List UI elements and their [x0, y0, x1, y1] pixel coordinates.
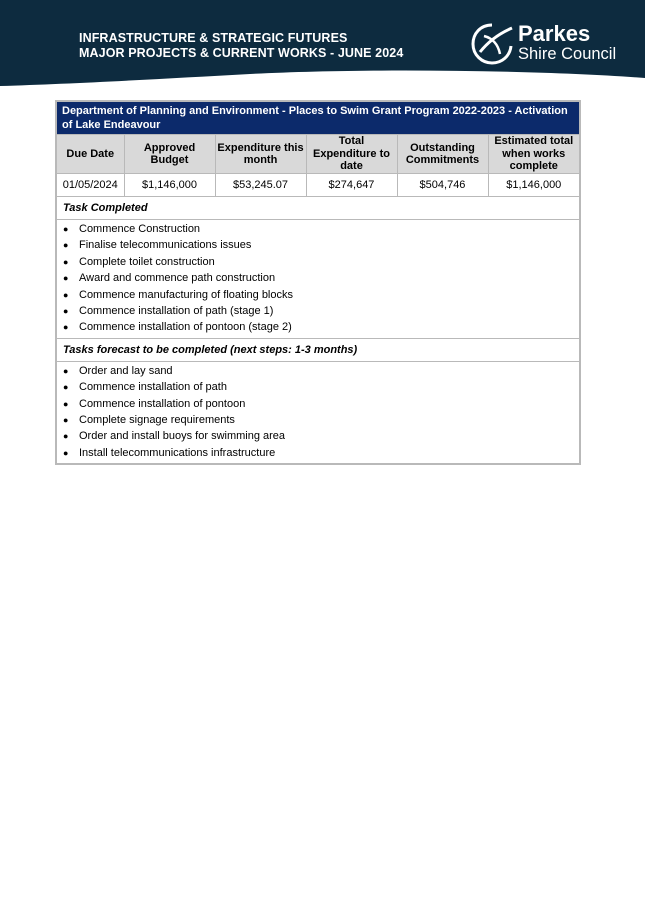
col-due-date: Due Date: [56, 135, 124, 174]
bullet-icon: ●: [63, 415, 69, 426]
task-text: Complete signage requirements: [79, 414, 235, 427]
col-expenditure-month: Expenditure this month: [215, 135, 306, 174]
forecast-heading: Tasks forecast to be completed (next steps: 1-3 months): [56, 338, 580, 361]
task-item: [63, 221, 573, 237]
task-text: Commence installation of path: [79, 381, 227, 394]
bullet-icon: ●: [63, 447, 69, 458]
task-item: [63, 287, 573, 303]
header-titles: [79, 31, 403, 61]
header-title-line2: MAJOR PROJECTS & CURRENT WORKS - JUNE 2024: [79, 46, 404, 60]
bullet-icon: ●: [63, 431, 69, 442]
completed-heading: Task Completed: [56, 197, 580, 220]
col-approved-budget: Approved Budget: [124, 135, 215, 174]
bullet-icon: ●: [63, 382, 69, 393]
logo-subtitle: Shire Council: [518, 45, 617, 63]
task-item: [63, 254, 573, 270]
header-title-line1: INFRASTRUCTURE & STRATEGIC FUTURES: [79, 31, 348, 45]
col-estimated-total: Estimated total when works complete: [488, 135, 580, 174]
val-estimated-total: $1,146,000: [488, 174, 580, 197]
val-expenditure-month: $53,245.07: [215, 174, 306, 197]
bullet-icon: ●: [63, 306, 69, 317]
bullet-icon: ●: [63, 224, 69, 234]
task-item: [63, 379, 573, 395]
task-text: Commence manufacturing of floating blocks: [79, 288, 293, 301]
col-total-expenditure: Total Expenditure to date: [306, 135, 397, 174]
task-text: Finalise telecommunications issues: [79, 239, 252, 252]
forecast-task-list: [63, 363, 573, 461]
task-item: [63, 303, 573, 319]
value-row: [56, 174, 580, 197]
task-item: [63, 412, 573, 428]
logo-name: Parkes: [518, 21, 591, 46]
val-outstanding-commitments: $504,746: [397, 174, 488, 197]
val-approved-budget: $1,146,000: [124, 174, 215, 197]
page-header: [0, 0, 645, 86]
val-total-expenditure: $274,647: [306, 174, 397, 197]
task-text: Order and install buoys for swimming area: [79, 430, 286, 443]
bullet-icon: ●: [63, 256, 69, 267]
task-item: [63, 270, 573, 286]
val-due-date: 01/05/2024: [56, 174, 124, 197]
task-item: [63, 319, 573, 335]
task-item: [63, 396, 573, 412]
council-logo: [470, 22, 630, 66]
page-content: [55, 100, 579, 465]
task-text: Commence installation of path (stage 1): [79, 305, 274, 318]
bullet-icon: ●: [63, 398, 69, 409]
task-item: [63, 445, 573, 461]
project-title: Department of Planning and Environment - Places to Swim Grant Program 2022-2023 - Activation of Lake Endeavour: [56, 101, 580, 135]
bullet-icon: ●: [63, 289, 69, 300]
task-item: [63, 363, 573, 379]
column-header-row: [56, 135, 580, 174]
bullet-icon: ●: [63, 322, 69, 333]
completed-task-list: [63, 221, 573, 336]
project-table: [55, 100, 581, 465]
task-text: Award and commence path construction: [79, 272, 276, 285]
bullet-icon: ●: [63, 273, 69, 284]
task-text: Commence installation of pontoon (stage 2): [79, 321, 292, 334]
completed-list-cell: [56, 220, 580, 339]
col-outstanding-commitments: Outstanding Commitments: [397, 135, 488, 174]
bullet-icon: ●: [63, 240, 69, 251]
task-text: Complete toilet construction: [79, 255, 215, 268]
task-text: Order and lay sand: [79, 364, 173, 377]
forecast-list-cell: [56, 361, 580, 464]
bullet-icon: ●: [63, 365, 69, 376]
logo-emblem-icon: [470, 22, 516, 66]
task-item: [63, 428, 573, 444]
task-text: Install telecommunications infrastructure: [79, 446, 276, 459]
task-text: Commence Construction: [79, 223, 201, 235]
task-text: Commence installation of pontoon: [79, 397, 246, 410]
task-item: [63, 237, 573, 253]
